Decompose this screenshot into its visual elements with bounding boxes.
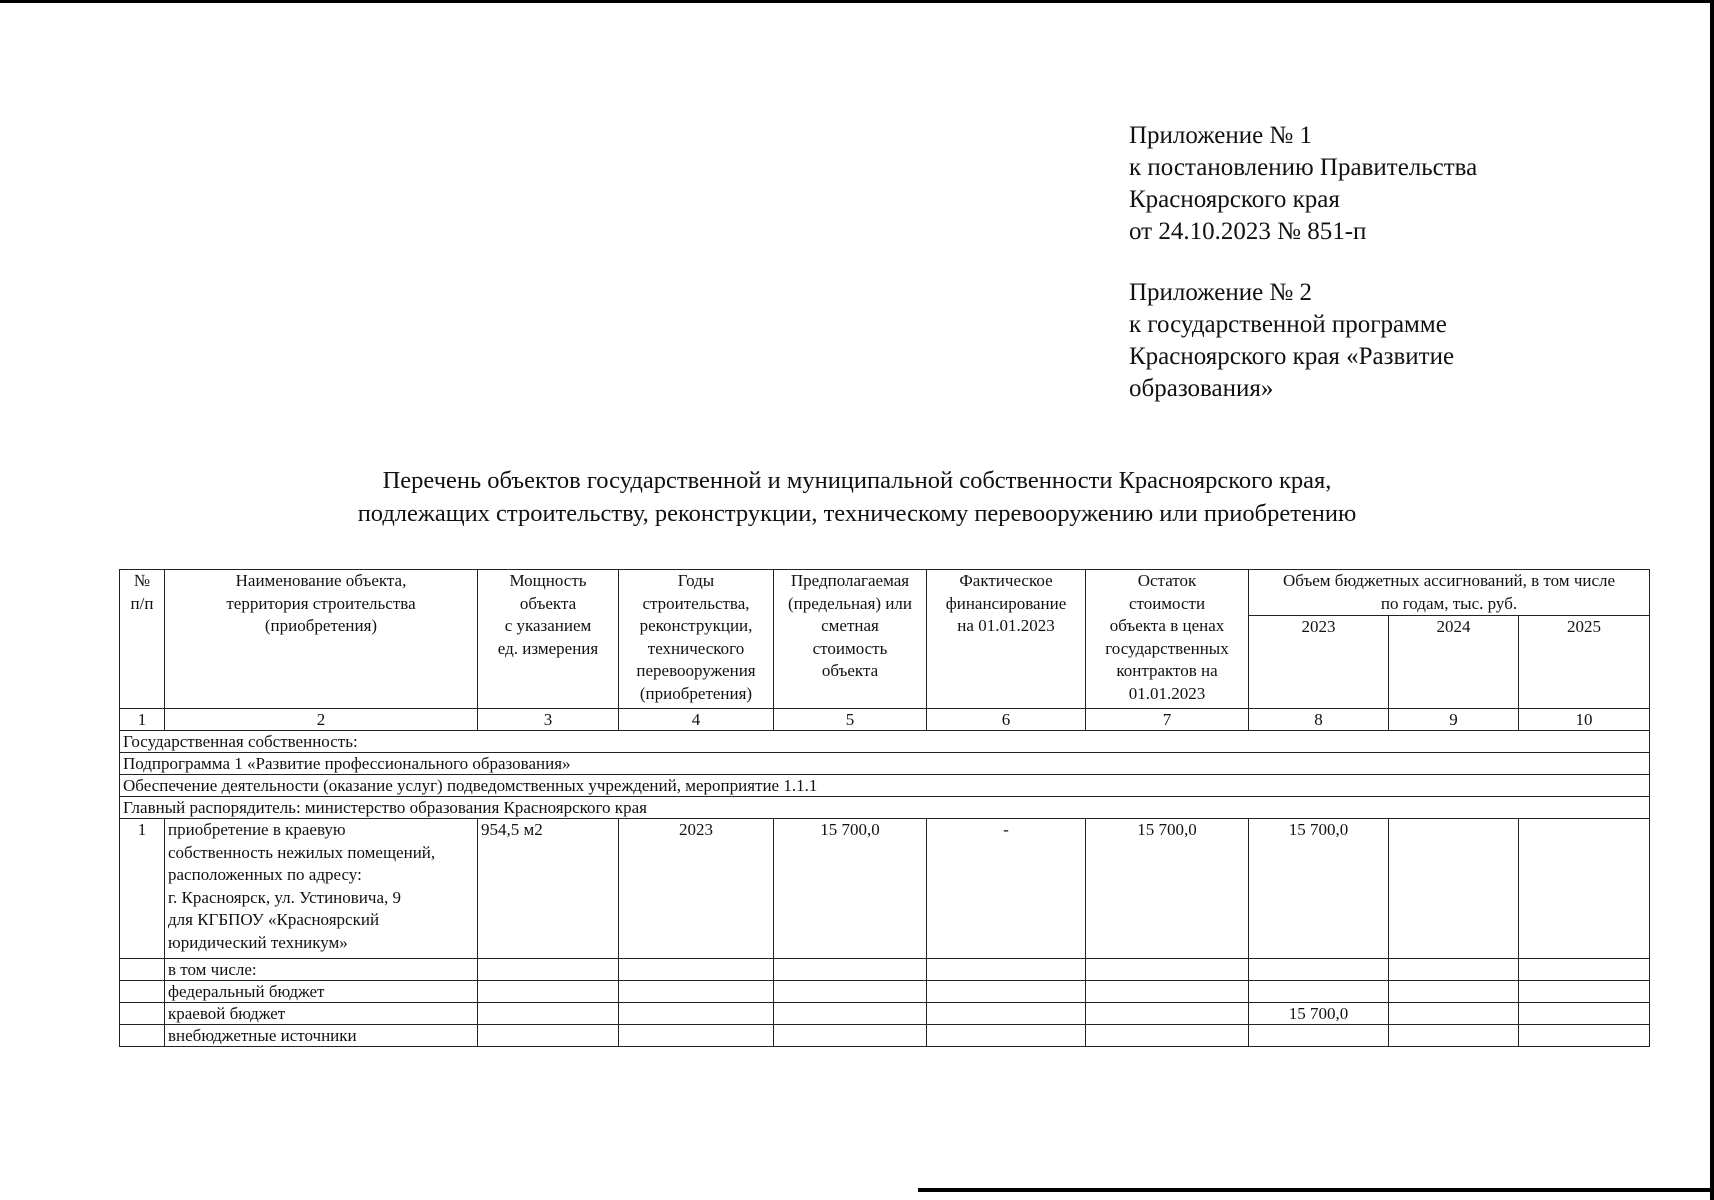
section-label: Государственная собственность:: [120, 731, 1650, 753]
funding-row: [120, 959, 1650, 981]
column-number: 10: [1519, 709, 1650, 731]
appendix-1-line: к постановлению Правительства: [1129, 154, 1478, 181]
appendix-2-block: [1129, 277, 1454, 405]
empty-cell: [774, 1025, 927, 1047]
header-text: (приобретения): [639, 683, 753, 703]
appendix-2-line: Приложение № 2: [1129, 279, 1313, 306]
object-2025: [1519, 819, 1650, 959]
header-text: Объем бюджетных ассигнований, в том числе: [1282, 571, 1616, 590]
object-name: [165, 819, 478, 959]
header-num: [120, 570, 165, 709]
empty-cell: [1389, 959, 1519, 981]
header-year-2023: 2023: [1249, 616, 1389, 709]
empty-cell: [774, 981, 927, 1003]
appendix-2-line: Красноярского края «Развитие: [1129, 343, 1455, 370]
funding-2023: 15 700,0: [1249, 1003, 1389, 1025]
header-text: реконструкции,: [639, 616, 753, 635]
scan-edge-right: [1710, 0, 1714, 1200]
object-capacity: 954,5 м2: [478, 819, 619, 959]
object-name-line: приобретение в краевую: [168, 820, 346, 839]
funding-row: [120, 1003, 1650, 1025]
object-row: [120, 819, 1650, 959]
scan-edge-top: [0, 0, 1714, 3]
header-text: контрактов на: [1116, 661, 1218, 680]
header-actual-financing: [927, 570, 1086, 709]
header-text: Годы: [677, 571, 715, 590]
header-text: Предполагаемая: [790, 571, 910, 590]
empty-cell: [478, 981, 619, 1003]
section-row: [120, 753, 1650, 775]
object-remainder: 15 700,0: [1086, 819, 1249, 959]
empty-cell: [927, 1003, 1086, 1025]
empty-cell: [927, 981, 1086, 1003]
header-text: государственных: [1105, 638, 1229, 658]
funding-2023: [1249, 1025, 1389, 1047]
header-text: ед. измерения: [497, 638, 599, 658]
column-number: 6: [927, 709, 1086, 731]
header-text: на 01.01.2023: [957, 616, 1055, 635]
header-text: Мощность: [509, 571, 587, 590]
appendix-2-line: к государственной программе: [1129, 311, 1447, 338]
header-cost: [774, 570, 927, 709]
section-label: Подпрограмма 1 «Развитие профессионального образования»: [120, 753, 1650, 775]
column-number: 1: [120, 709, 165, 731]
header-text: Остаток: [1137, 571, 1197, 590]
header-text: технического: [647, 638, 745, 658]
header-text: объекта в ценах: [1109, 616, 1225, 635]
object-name-line: для КГБПОУ «Красноярский: [168, 910, 380, 929]
object-years: 2023: [619, 819, 774, 959]
column-number: 8: [1249, 709, 1389, 731]
column-number: 4: [619, 709, 774, 731]
header-budget: [1249, 570, 1650, 616]
header-text: по годам, тыс. руб.: [1380, 593, 1518, 613]
section-row: [120, 775, 1650, 797]
empty-cell: [1519, 959, 1650, 981]
section-label: Обеспечение деятельности (оказание услуг) подведомственных учреждений, мероприятие 1.1.1: [120, 775, 1650, 797]
header-year-2025: 2025: [1519, 616, 1650, 709]
empty-cell: [619, 981, 774, 1003]
empty-cell: [1086, 1025, 1249, 1047]
object-name-line: г. Красноярск, ул. Устиновича, 9: [168, 887, 402, 907]
empty-cell: [1519, 1003, 1650, 1025]
object-name-line: расположенных по адресу:: [168, 865, 362, 884]
appendix-1-line: Приложение № 1: [1129, 122, 1313, 149]
header-text: (предельная) или: [787, 593, 913, 613]
object-2023: 15 700,0: [1249, 819, 1389, 959]
object-name-line: юридический техникум»: [168, 932, 348, 952]
object-actual-financing: -: [927, 819, 1086, 959]
empty-cell: [774, 959, 927, 981]
empty-cell: [1389, 981, 1519, 1003]
header-text: территория строительства: [226, 593, 416, 613]
header-years: [619, 570, 774, 709]
funding-label: краевой бюджет: [165, 1003, 478, 1025]
object-num: 1: [120, 819, 165, 959]
header-text: стоимости: [1128, 593, 1206, 613]
header-text: (приобретения): [264, 616, 378, 635]
header-text: объекта: [821, 661, 879, 680]
header-text: сметная: [821, 616, 879, 635]
appendix-1-block: [1129, 120, 1477, 248]
header-year-2024: 2024: [1389, 616, 1519, 709]
empty-cell: [478, 1025, 619, 1047]
header-text: объекта: [519, 593, 577, 613]
funding-label: в том числе:: [165, 959, 478, 981]
funding-2023: [1249, 959, 1389, 981]
empty-cell: [619, 959, 774, 981]
empty-cell: [478, 1003, 619, 1025]
empty-cell: [1086, 959, 1249, 981]
empty-cell: [927, 1025, 1086, 1047]
column-number-row: [120, 709, 1650, 731]
empty-cell: [120, 1025, 165, 1047]
header-text: финансирование: [945, 593, 1067, 613]
empty-cell: [478, 959, 619, 981]
objects-table: [119, 569, 1650, 1047]
funding-2023: [1249, 981, 1389, 1003]
empty-cell: [1389, 1003, 1519, 1025]
appendix-1-line: от 24.10.2023 № 851-п: [1129, 218, 1367, 245]
header-capacity: [478, 570, 619, 709]
header-text: перевооружения: [636, 661, 756, 680]
empty-cell: [1519, 981, 1650, 1003]
column-number: 2: [165, 709, 478, 731]
funding-row: [120, 981, 1650, 1003]
header-name: [165, 570, 478, 709]
header-text: п/п: [130, 593, 154, 613]
header-text: №: [133, 571, 151, 590]
empty-cell: [774, 1003, 927, 1025]
empty-cell: [1086, 981, 1249, 1003]
empty-cell: [120, 1003, 165, 1025]
empty-cell: [120, 981, 165, 1003]
empty-cell: [120, 959, 165, 981]
empty-cell: [1389, 1025, 1519, 1047]
column-number: 7: [1086, 709, 1249, 731]
header-text: стоимость: [812, 638, 888, 658]
column-number: 3: [478, 709, 619, 731]
header-text: с указанием: [504, 616, 592, 635]
header-text: Фактическое: [959, 571, 1053, 590]
appendix-2-line: образования»: [1129, 375, 1274, 402]
empty-cell: [619, 1003, 774, 1025]
funding-label: федеральный бюджет: [165, 981, 478, 1003]
empty-cell: [1519, 1025, 1650, 1047]
funding-row: [120, 1025, 1650, 1047]
column-number: 5: [774, 709, 927, 731]
object-cost: 15 700,0: [774, 819, 927, 959]
empty-cell: [619, 1025, 774, 1047]
empty-cell: [1086, 1003, 1249, 1025]
document-title-line: подлежащих строительству, реконструкции, техническому перевооружению или приобретению: [357, 500, 1357, 527]
empty-cell: [927, 959, 1086, 981]
object-name-line: собственность нежилых помещений,: [168, 842, 436, 862]
object-2024: [1389, 819, 1519, 959]
appendix-1-line: Красноярского края: [1129, 186, 1340, 213]
header-remainder: [1086, 570, 1249, 709]
document-title-line: Перечень объектов государственной и муниципальной собственности Красноярского края,: [382, 467, 1332, 494]
header-text: 01.01.2023: [1128, 683, 1206, 703]
section-row: [120, 797, 1650, 819]
column-number: 9: [1389, 709, 1519, 731]
document-title: [0, 464, 1714, 530]
section-label: Главный распорядитель: министерство образования Красноярского края: [120, 797, 1650, 819]
funding-label: внебюджетные источники: [165, 1025, 478, 1047]
scan-edge-bottom: [918, 1188, 1714, 1192]
header-text: Наименование объекта,: [235, 571, 407, 590]
header-text: строительства,: [642, 593, 750, 613]
section-row: [120, 731, 1650, 753]
